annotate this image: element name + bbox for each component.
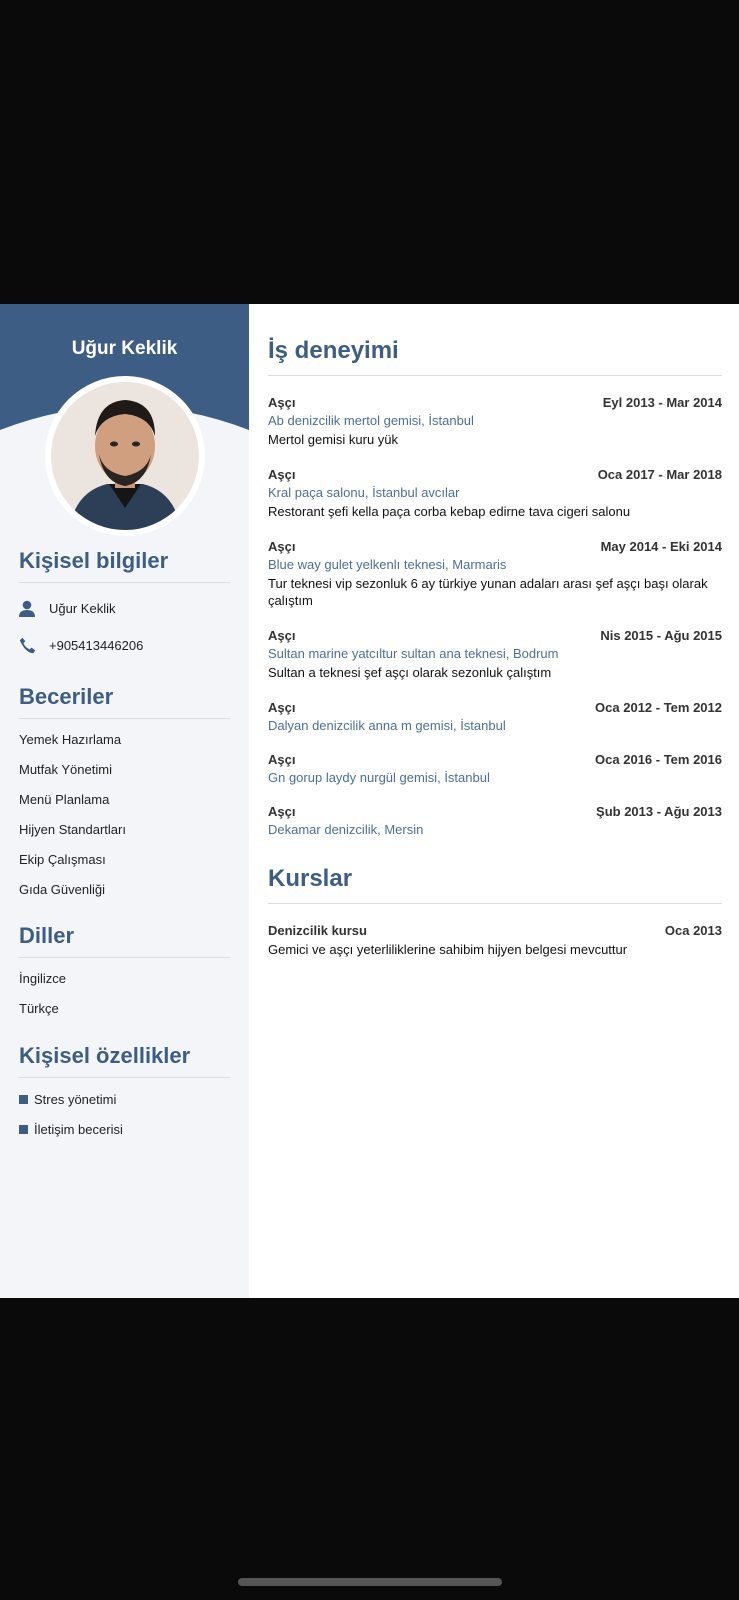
- job-entry: [268, 804, 722, 837]
- job-company: Dekamar denizcilik, Mersin: [268, 822, 424, 837]
- phone-icon: [19, 637, 49, 654]
- personal-name: Uğur Keklik: [49, 601, 116, 616]
- job-entry: [268, 700, 722, 733]
- course-date: Oca 2013: [664, 923, 722, 938]
- job-dates: Nis 2015 - Ağu 2015: [600, 628, 722, 643]
- trait-item: [19, 1114, 230, 1144]
- job-role: Aşçı: [268, 628, 296, 643]
- home-indicator[interactable]: [238, 1578, 502, 1586]
- job-role: Aşçı: [268, 539, 296, 554]
- job-role: Aşçı: [268, 700, 296, 715]
- personal-info-section: [19, 548, 230, 664]
- job-entry: [268, 628, 722, 681]
- job-description: Mertol gemisi kuru yük: [268, 432, 399, 447]
- trait-label: Stres yönetimi: [34, 1091, 117, 1107]
- profile-photo: [45, 376, 205, 536]
- skills-title: Beceriler: [19, 684, 230, 719]
- languages-section: [19, 923, 230, 1024]
- job-description: Tur teknesi vip sezonluk 6 ay türkiye yunan adaları arası şef aşçı başı olarak çalıştım: [268, 576, 708, 608]
- square-bullet-icon: [19, 1095, 28, 1104]
- user-icon: [19, 600, 49, 617]
- main-content: [268, 337, 722, 958]
- job-dates: Oca 2012 - Tem 2012: [595, 700, 722, 715]
- personal-phone[interactable]: +905413446206: [49, 638, 144, 653]
- skill-item: Mutfak Yönetimi: [19, 762, 112, 777]
- skill-item: Menü Planlama: [19, 792, 110, 807]
- courses-title: Kurslar: [268, 865, 722, 904]
- language-item: İngilizce: [19, 971, 66, 986]
- job-role: Aşçı: [268, 804, 296, 819]
- job-entry: [268, 752, 722, 785]
- course-name: Denizcilik kursu: [268, 923, 367, 938]
- job-role: Aşçı: [268, 467, 296, 482]
- personal-info-title: Kişisel bilgiler: [19, 548, 230, 583]
- job-role: Aşçı: [268, 395, 296, 410]
- job-company: Ab denizcilik mertol gemisi, İstanbul: [268, 413, 474, 428]
- job-dates: Oca 2017 - Mar 2018: [597, 467, 722, 482]
- job-dates: May 2014 - Eki 2014: [600, 539, 722, 554]
- square-bullet-icon: [19, 1125, 28, 1134]
- job-company: Dalyan denizcilik anna m gemisi, İstanbul: [268, 718, 506, 733]
- job-role: Aşçı: [268, 752, 296, 767]
- skill-item: Gıda Güvenliği: [19, 882, 105, 897]
- cv-page: [0, 304, 739, 1298]
- skill-item: Hijyen Standartları: [19, 822, 126, 837]
- course-description: Gemici ve aşçı yeterliliklerine sahibim hijyen belgesi mevcuttur: [268, 942, 628, 957]
- job-description: Sultan a teknesi şef aşçı olarak sezonluk çalıştım: [268, 665, 552, 680]
- job-company: Blue way gulet yelkenlı teknesi, Marmaris: [268, 557, 507, 572]
- personal-phone-row: [19, 627, 230, 664]
- skill-item: Ekip Çalışması: [19, 852, 106, 867]
- course-entry: [268, 923, 722, 958]
- profile-name: Uğur Keklik: [71, 338, 178, 359]
- traits-title: Kişisel özellikler: [19, 1043, 230, 1078]
- language-item: Türkçe: [19, 1001, 59, 1016]
- job-company: Gn gorup laydy nurgül gemisi, İstanbul: [268, 770, 490, 785]
- job-dates: Oca 2016 - Tem 2016: [595, 752, 722, 767]
- job-company: Sultan marine yatcıltur sultan ana teknesi, Bodrum: [268, 646, 559, 661]
- languages-title: Diller: [19, 923, 230, 958]
- personal-name-row: [19, 590, 230, 627]
- job-dates: Eyl 2013 - Mar 2014: [602, 395, 722, 410]
- experience-title: İş deneyimi: [268, 337, 722, 376]
- skill-item: Yemek Hazırlama: [19, 732, 122, 747]
- job-dates: Şub 2013 - Ağu 2013: [596, 804, 722, 819]
- job-entry: [268, 467, 722, 520]
- sidebar: [0, 304, 249, 1298]
- traits-section: [19, 1043, 230, 1144]
- skills-section: [19, 684, 230, 905]
- job-entry: [268, 395, 722, 448]
- job-entry: [268, 539, 722, 609]
- job-description: Restorant şefi kella paça corba kebap edirne tava cigeri salonu: [268, 504, 631, 519]
- trait-item: [19, 1084, 230, 1114]
- trait-label: İletişim becerisi: [34, 1121, 123, 1137]
- job-company: Kral paça salonu, İstanbul avcılar: [268, 485, 460, 500]
